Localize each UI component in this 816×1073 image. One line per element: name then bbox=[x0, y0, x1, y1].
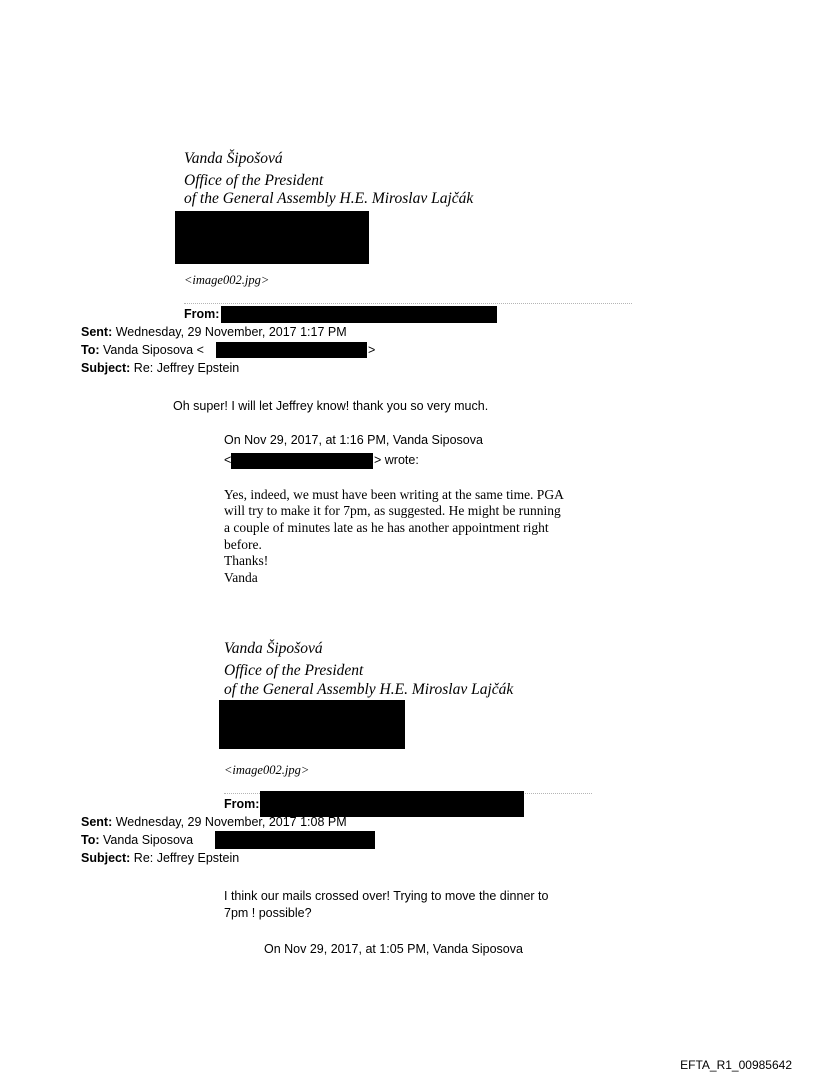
quote-attribution-open: < bbox=[224, 453, 232, 467]
email-body-line: I think our mails crossed over! Trying to move the dinner to bbox=[224, 889, 549, 903]
sent-line bbox=[81, 814, 347, 831]
to-line bbox=[81, 832, 193, 849]
signature-assembly: of the General Assembly H.E. Miroslav Lajčák bbox=[184, 190, 474, 207]
redaction-block bbox=[175, 211, 369, 264]
signature-name: Vanda Šipošová bbox=[184, 150, 283, 167]
to-open-bracket: < bbox=[196, 343, 204, 357]
sent-label: Sent: bbox=[81, 815, 113, 829]
to-label: To: bbox=[81, 833, 100, 847]
image-placeholder: <image002.jpg> bbox=[184, 273, 270, 287]
sent-value: Wednesday, 29 November, 2017 1:08 PM bbox=[115, 815, 347, 829]
sent-line bbox=[81, 324, 347, 341]
redaction-block bbox=[231, 453, 373, 469]
to-close-bracket: > bbox=[368, 343, 376, 357]
quote-signoff: Vanda bbox=[224, 570, 258, 585]
image-placeholder: <image002.jpg> bbox=[224, 763, 310, 777]
subject-label: Subject: bbox=[81, 851, 131, 865]
quote-attribution: On Nov 29, 2017, at 1:16 PM, Vanda Siposova bbox=[224, 433, 483, 447]
to-line bbox=[81, 342, 204, 359]
sent-label: Sent: bbox=[81, 325, 113, 339]
subject-line bbox=[81, 360, 239, 377]
redaction-block bbox=[221, 306, 497, 323]
redaction-block bbox=[216, 342, 367, 358]
quote-attribution-close: > wrote: bbox=[374, 453, 419, 467]
email-body-line: 7pm ! possible? bbox=[224, 906, 312, 920]
to-value: Vanda Siposova bbox=[103, 343, 194, 357]
quote-line: a couple of minutes late as he has another appointment right bbox=[224, 520, 549, 535]
from-label: From: bbox=[184, 307, 220, 321]
quote-line: Yes, indeed, we must have been writing at the same time. PGA bbox=[224, 487, 564, 502]
signature-office: Office of the President bbox=[224, 662, 364, 679]
signature-name: Vanda Šipošová bbox=[224, 640, 323, 657]
quote-attribution: On Nov 29, 2017, at 1:05 PM, Vanda Siposova bbox=[264, 942, 523, 956]
quote-line: before. bbox=[224, 537, 262, 552]
from-label: From: bbox=[224, 797, 260, 811]
subject-value: Re: Jeffrey Epstein bbox=[133, 361, 240, 375]
to-value: Vanda Siposova bbox=[103, 833, 194, 847]
redaction-block bbox=[215, 831, 375, 849]
redaction-block bbox=[219, 700, 405, 749]
document-id: EFTA_R1_00985642 bbox=[680, 1058, 792, 1072]
to-label: To: bbox=[81, 343, 100, 357]
signature-assembly: of the General Assembly H.E. Miroslav Lajčák bbox=[224, 681, 514, 698]
sent-value: Wednesday, 29 November, 2017 1:17 PM bbox=[115, 325, 347, 339]
subject-value: Re: Jeffrey Epstein bbox=[133, 851, 240, 865]
quote-thanks: Thanks! bbox=[224, 553, 269, 568]
subject-label: Subject: bbox=[81, 361, 131, 375]
divider bbox=[184, 303, 632, 304]
subject-line bbox=[81, 850, 239, 867]
email-body: Oh super! I will let Jeffrey know! thank you so very much. bbox=[173, 399, 489, 413]
signature-office: Office of the President bbox=[184, 172, 324, 189]
quote-line: will try to make it for 7pm, as suggested. He might be running bbox=[224, 503, 561, 518]
